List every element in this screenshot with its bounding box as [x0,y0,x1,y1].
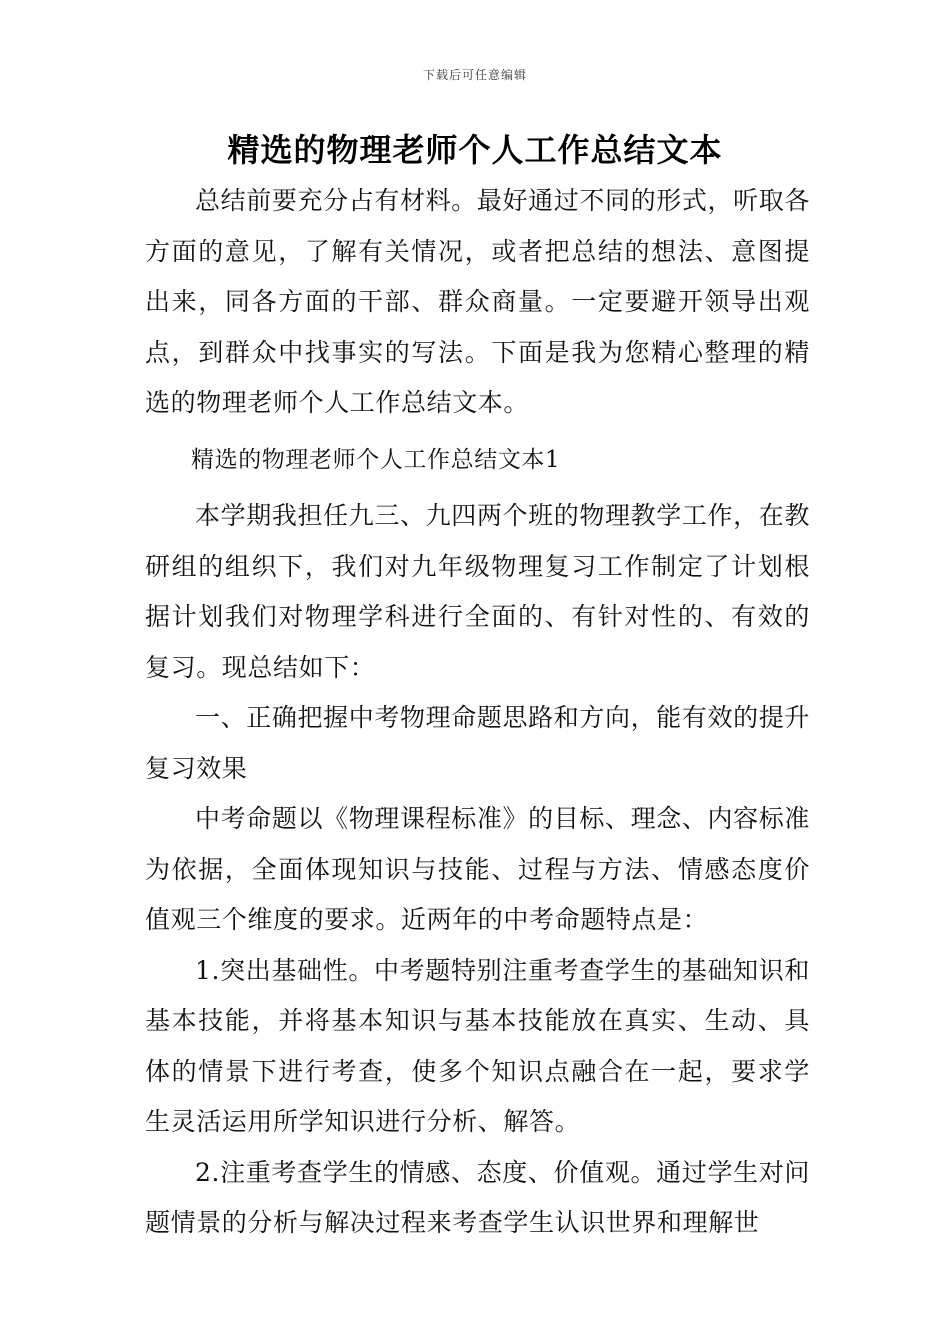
intro-paragraph: 总结前要充分占有材料。最好通过不同的形式，听取各方面的意见，了解有关情况，或者把总结的想法、意图提出来，同各方面的干部、群众商量。一定要避开领导出观点，到群众中找事实的写法。下面是我为您精心整理的精选的物理老师个人工作总结文本。 [145,186,810,417]
document-title: 精选的物理老师个人工作总结文本 [227,131,723,169]
body-paragraph: 本学期我担任九三、九四两个班的物理教学工作，在教研组的组织下，我们对九年级物理复习工作制定了计划根据计划我们对物理学科进行全面的、有针对性的、有效的复习。现总结如下： [145,501,810,682]
numbered-paragraph: 1.突出基础性。中考题特别注重考查学生的基础知识和基本技能，并将基本知识与基本技能放在真实、生动、具体的情景下进行考查，使多个知识点融合在一起，要求学生灵活运用所学知识进行分析、解答。 [145,955,810,1136]
body-paragraph: 中考命题以《物理课程标准》的目标、理念、内容标准为依据，全面体现知识与技能、过程与方法、情感态度价值观三个维度的要求。近两年的中考命题特点是： [145,804,810,934]
numbered-paragraph: 2.注重考查学生的情感、态度、价值观。通过学生对问题情景的分析与解决过程来考查学生认识世界和理解世 [145,1157,810,1237]
point-heading: 一、正确把握中考物理命题思路和方向，能有效的提升复习效果 [145,703,810,783]
header-note: 下载后可任意编辑 [422,68,527,82]
section-heading: 精选的物理老师个人工作总结文本1 [191,446,561,473]
document-body [145,176,810,1249]
